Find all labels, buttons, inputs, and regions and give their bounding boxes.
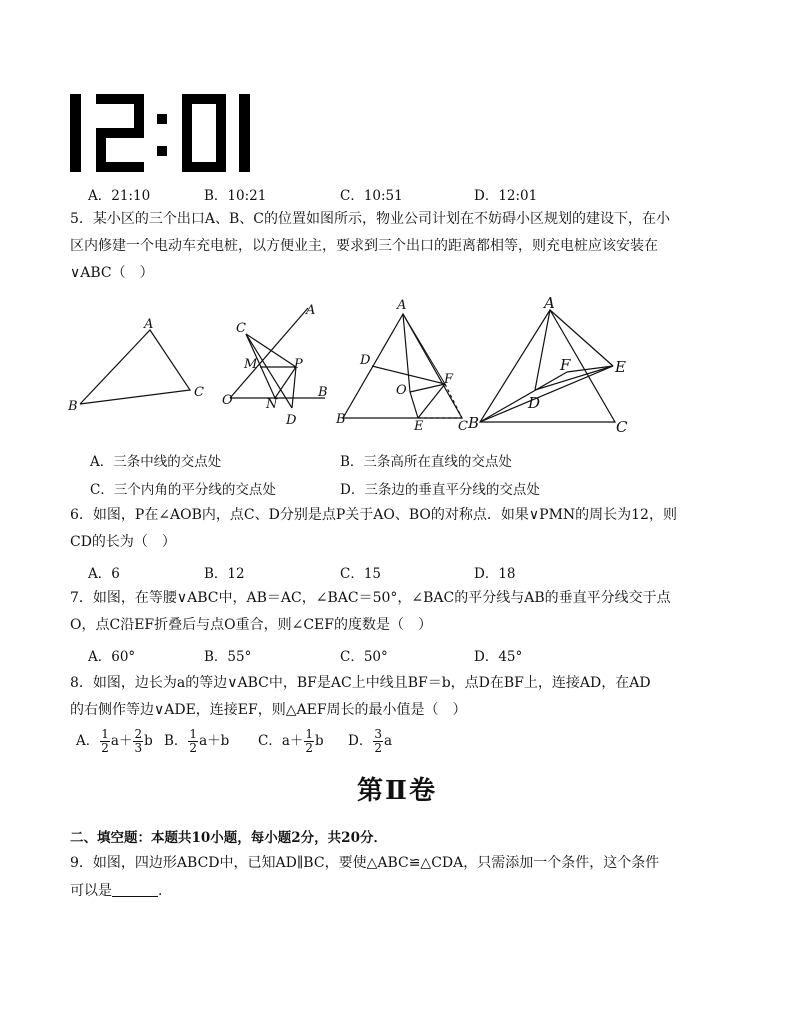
q5-figures	[60, 292, 660, 442]
q8-option-b-den: 2	[189, 741, 198, 755]
fig3-label-e: E	[414, 419, 424, 434]
q8-option-d-den: 2	[374, 741, 382, 755]
q8-option-c-post: b	[315, 733, 324, 749]
q8-option-a-mid: a＋	[110, 733, 133, 749]
q8-option-b-post: a＋b	[199, 733, 230, 749]
q8-option-a-frac2	[133, 728, 143, 755]
fig2-label-d: D	[286, 413, 297, 428]
fig1-label-b: B	[68, 399, 78, 414]
q6-line-2: CD的长为（ ）	[70, 534, 176, 550]
fig4-label-f: F	[560, 356, 571, 374]
q6-option-d: D．18	[474, 566, 516, 582]
fig3-label-a: A	[397, 298, 407, 313]
clock-digits-text: 12:01	[66, 92, 69, 93]
q7-option-b: B．55°	[204, 649, 252, 665]
q7-line-2: O，点C沿EF折叠后与点O重合，则∠CEF的度数是（ ）	[70, 617, 432, 633]
fig2-label-n: N	[266, 397, 278, 412]
fig2-label-m: M	[244, 357, 258, 372]
q7-option-a: A．60°	[88, 649, 136, 665]
fig2-label-b: B	[318, 385, 328, 400]
q7-option-d: D．45°	[474, 649, 523, 665]
clock-digits-figure	[66, 92, 256, 176]
fig3-label-o: O	[396, 383, 407, 398]
q5-line-2: 区内修建一个电动车充电桩，以方便业主，要求到三个出口的距离都相等，则充电桩应该安装在	[70, 238, 658, 254]
q8-option-c	[258, 728, 324, 755]
q4-option-d: D．12:01	[474, 188, 538, 204]
q5-line-1: 5．某小区的三个出口A、B、C的位置如图所示，物业公司计划在不妨碍小区规划的建设下，在小	[70, 211, 671, 227]
q5-option-a: A．三条中线的交点处	[90, 454, 222, 470]
q9-answer-blank[interactable]	[112, 882, 158, 897]
q8-option-d-post: a	[383, 733, 393, 749]
q7-line-1: 7．如图，在等腰∨ABC中，AB＝AC，∠BAC＝50°，∠BAC的平分线与AB的垂直平分线交于点	[70, 590, 671, 606]
fig3-label-c: C	[458, 419, 468, 434]
q5-option-d: D．三条边的垂直平分线的交点处	[340, 482, 540, 498]
q9-line-1: 9．如图，四边形ABCD中，已知AD∥BC，要使△ABC≌△CDA，只需添加一个条件，这个条件	[70, 855, 660, 871]
q7-option-c: C．50°	[340, 649, 388, 665]
fig4-label-e: E	[615, 358, 626, 376]
fig4-label-b: B	[468, 414, 480, 432]
fig2-label-c: C	[236, 321, 246, 336]
q9-line-2-suffix: ．	[158, 883, 172, 899]
q8-option-c-mid: a＋	[281, 733, 304, 749]
q8-option-c-den: 2	[305, 741, 314, 755]
q8-option-b-num: 1	[189, 727, 198, 741]
q8-option-d-prefix: D．	[348, 733, 373, 749]
q8-line-1: 8．如图，边长为a的等边∨ABC中，BF是AC上中线且BF＝b，点D在BF上，连接AD，在AD	[70, 675, 651, 691]
fig2-label-a: A	[306, 303, 316, 318]
q6-option-a: A．6	[88, 566, 120, 582]
q8-option-a	[76, 728, 153, 755]
q8-option-a-frac1	[100, 728, 110, 755]
q8-option-d-frac	[373, 728, 383, 755]
fig2-label-p: P	[294, 357, 303, 372]
q6-option-b: B．12	[204, 566, 245, 582]
q8-option-b-prefix: B．	[164, 733, 188, 749]
fig1-label-a: A	[144, 317, 154, 332]
q8-option-c-prefix: C．	[258, 733, 282, 749]
q4-option-a: A．21:10	[88, 188, 151, 204]
q8-option-a-prefix: A．	[76, 733, 100, 749]
q4-option-b: B．10:21	[204, 188, 267, 204]
fig3-label-f: F	[444, 372, 454, 387]
q8-option-c-num: 1	[305, 727, 314, 741]
q5-line-3: ∨ABC（ ）	[70, 265, 154, 281]
q6-option-c: C．15	[340, 566, 382, 582]
q8-option-a-den2: 3	[134, 741, 143, 755]
fig3-label-b: B	[336, 412, 346, 427]
section-2-heading: 二、填空题：本题共10小题，每小题2分，共20分．	[70, 830, 387, 846]
q8-option-a-den1: 2	[101, 741, 109, 755]
q8-option-a-post: b	[144, 733, 153, 749]
fig3-label-d: D	[360, 353, 371, 368]
fig4-label-a: A	[544, 294, 555, 312]
q8-option-b-frac	[188, 728, 198, 755]
q4-option-c: C．10:51	[340, 188, 403, 204]
q5-option-c: C．三个内角的平分线的交点处	[90, 482, 276, 498]
q8-option-c-frac	[304, 728, 314, 755]
q8-line-2: 的右侧作等边∨ADE，连接EF，则△AEF周长的最小值是（ ）	[70, 702, 467, 718]
q6-line-1: 6．如图，P在∠AOB内，点C、D分别是点P关于AO、BO的对称点．如果∨PMN的周长为12，则	[70, 507, 677, 523]
q8-option-d-num: 3	[374, 727, 382, 741]
q5-option-b: B．三条高所在直线的交点处	[340, 454, 512, 470]
q9-line-2	[70, 878, 710, 904]
fig1-label-c: C	[194, 385, 204, 400]
q8-option-d	[348, 728, 392, 755]
q8-option-a-num1: 1	[101, 727, 109, 741]
fig4-label-c: C	[616, 418, 628, 436]
part-2-title: 第Ⅱ卷	[357, 776, 437, 806]
fig2-label-o: O	[222, 393, 233, 408]
q8-option-a-num2: 2	[134, 727, 143, 741]
q9-line-2-prefix: 可以是	[70, 883, 112, 899]
fig4-label-d: D	[528, 394, 541, 412]
q8-option-b	[164, 728, 229, 755]
